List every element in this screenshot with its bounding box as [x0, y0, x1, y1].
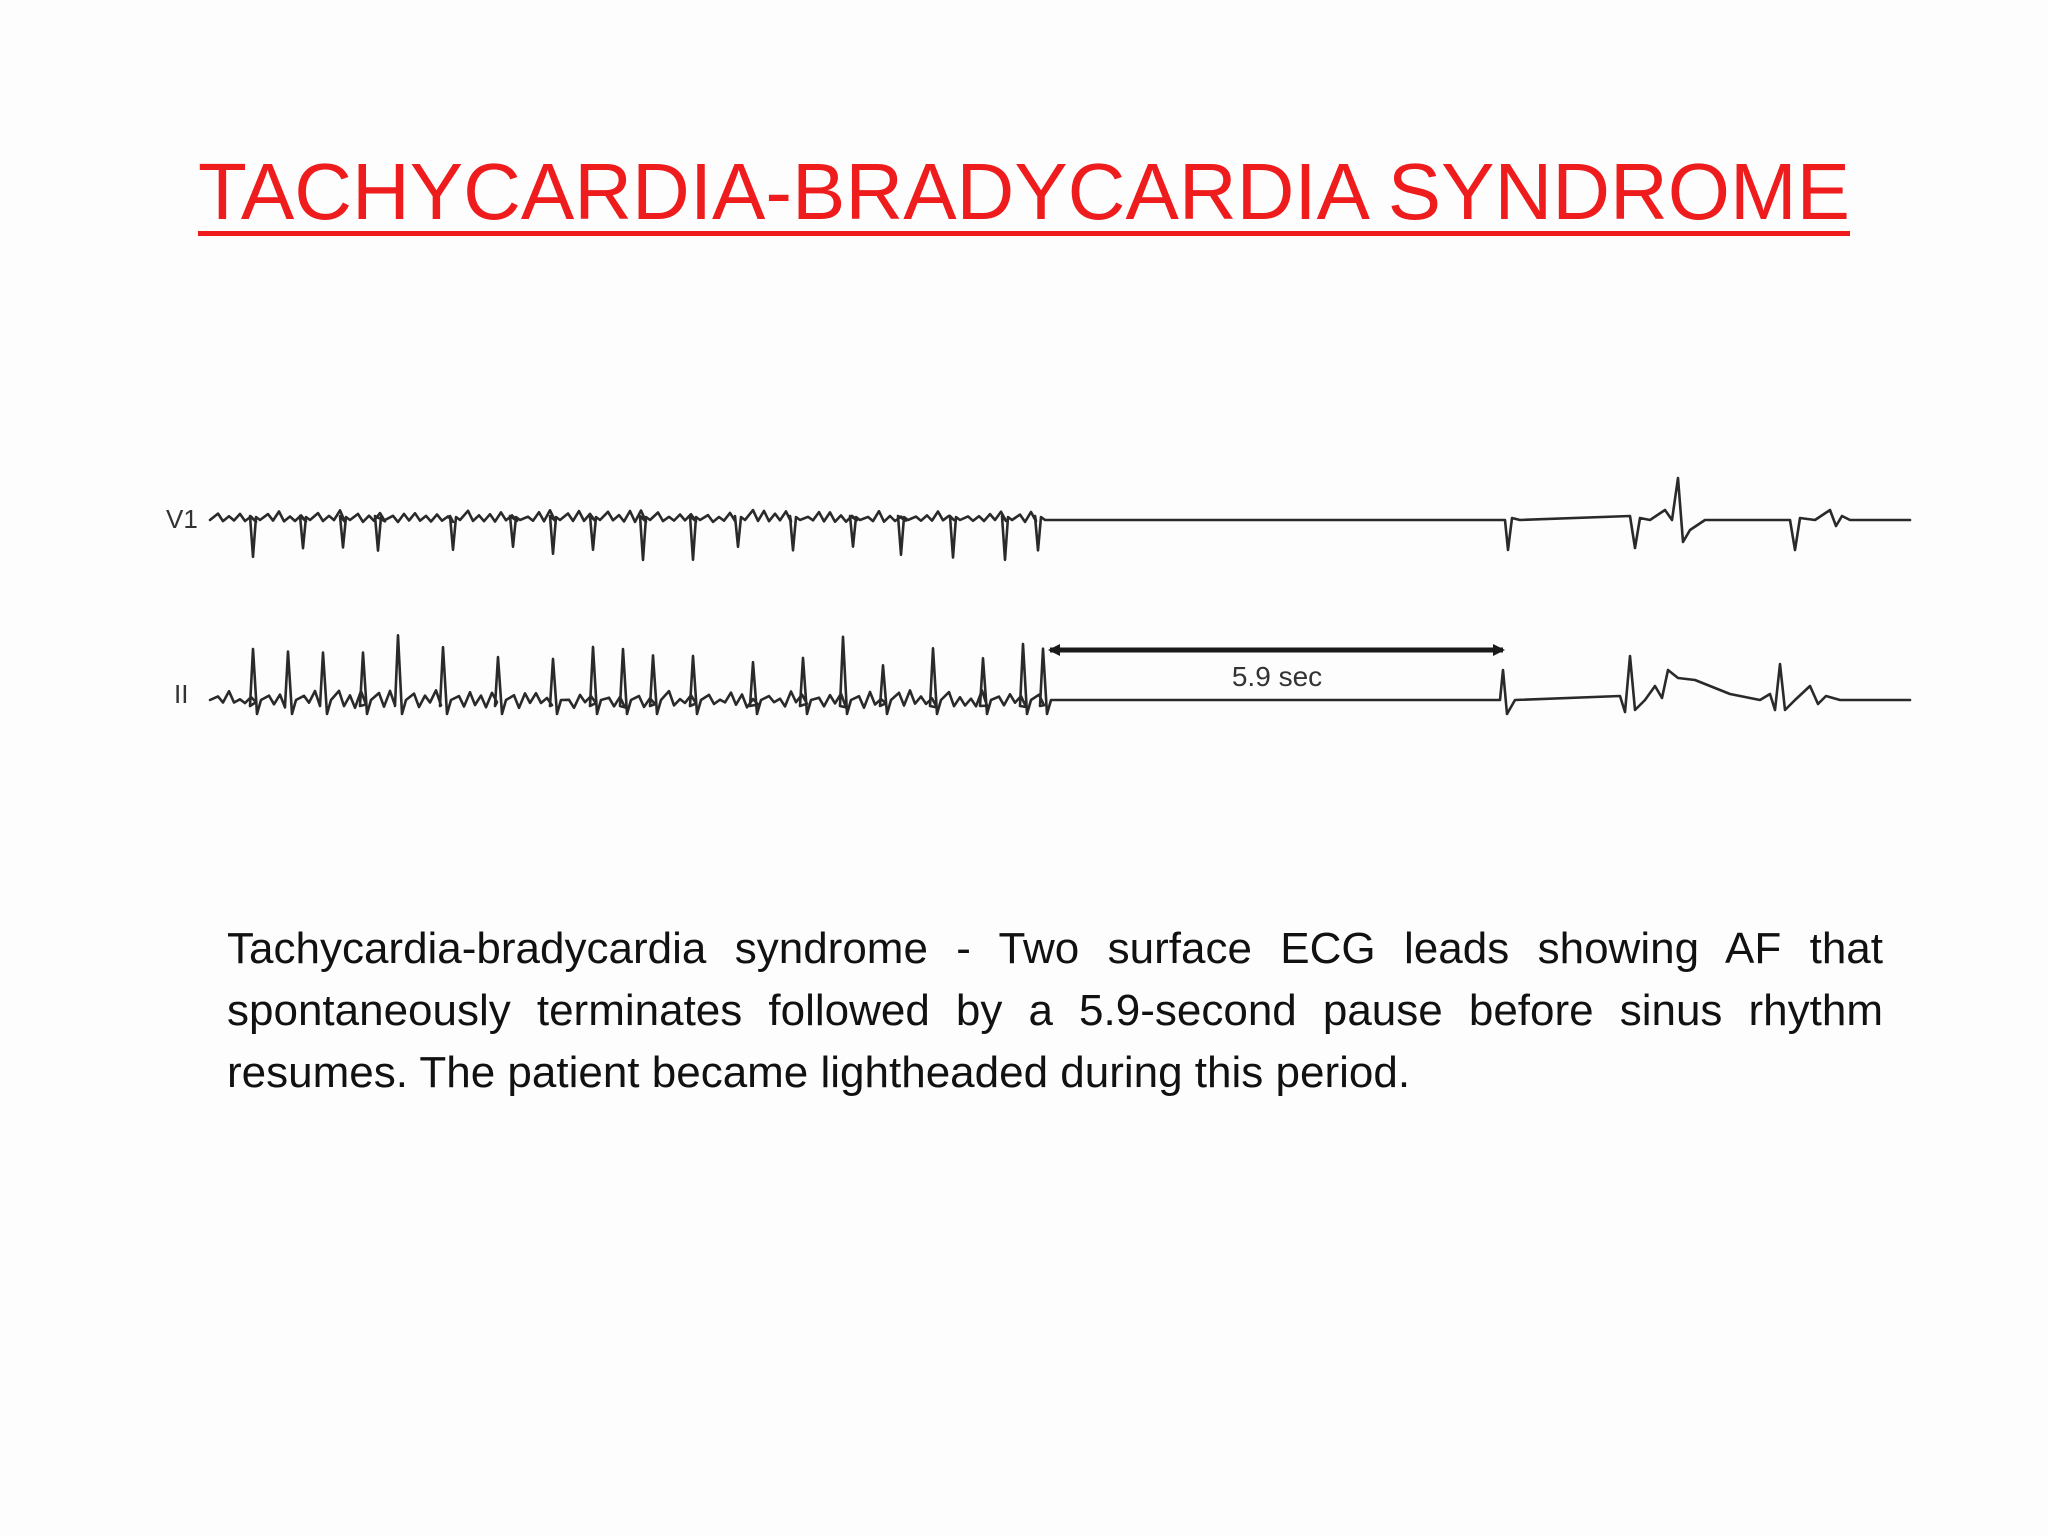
pause-duration-label: 5.9 sec	[1231, 661, 1323, 692]
ecg-strip-figure	[150, 450, 1930, 770]
ecg-strip	[150, 450, 1930, 770]
ecg-trace-v1	[210, 478, 1910, 560]
figure-caption: Tachycardia-bradycardia syndrome - Two surface ECG leads showing AF that spontaneously terminates followed by a 5.9-second pause before sinus rhythm resumes. The patient became lightheaded during this period.	[227, 924, 1883, 1097]
lead-label-ii: II	[174, 679, 189, 709]
slide-title: TACHYCARDIA-BRADYCARDIA SYNDROME	[197, 147, 1851, 236]
ecg-trace-ii	[210, 635, 1910, 714]
lead-label-v1: V1	[166, 504, 198, 534]
